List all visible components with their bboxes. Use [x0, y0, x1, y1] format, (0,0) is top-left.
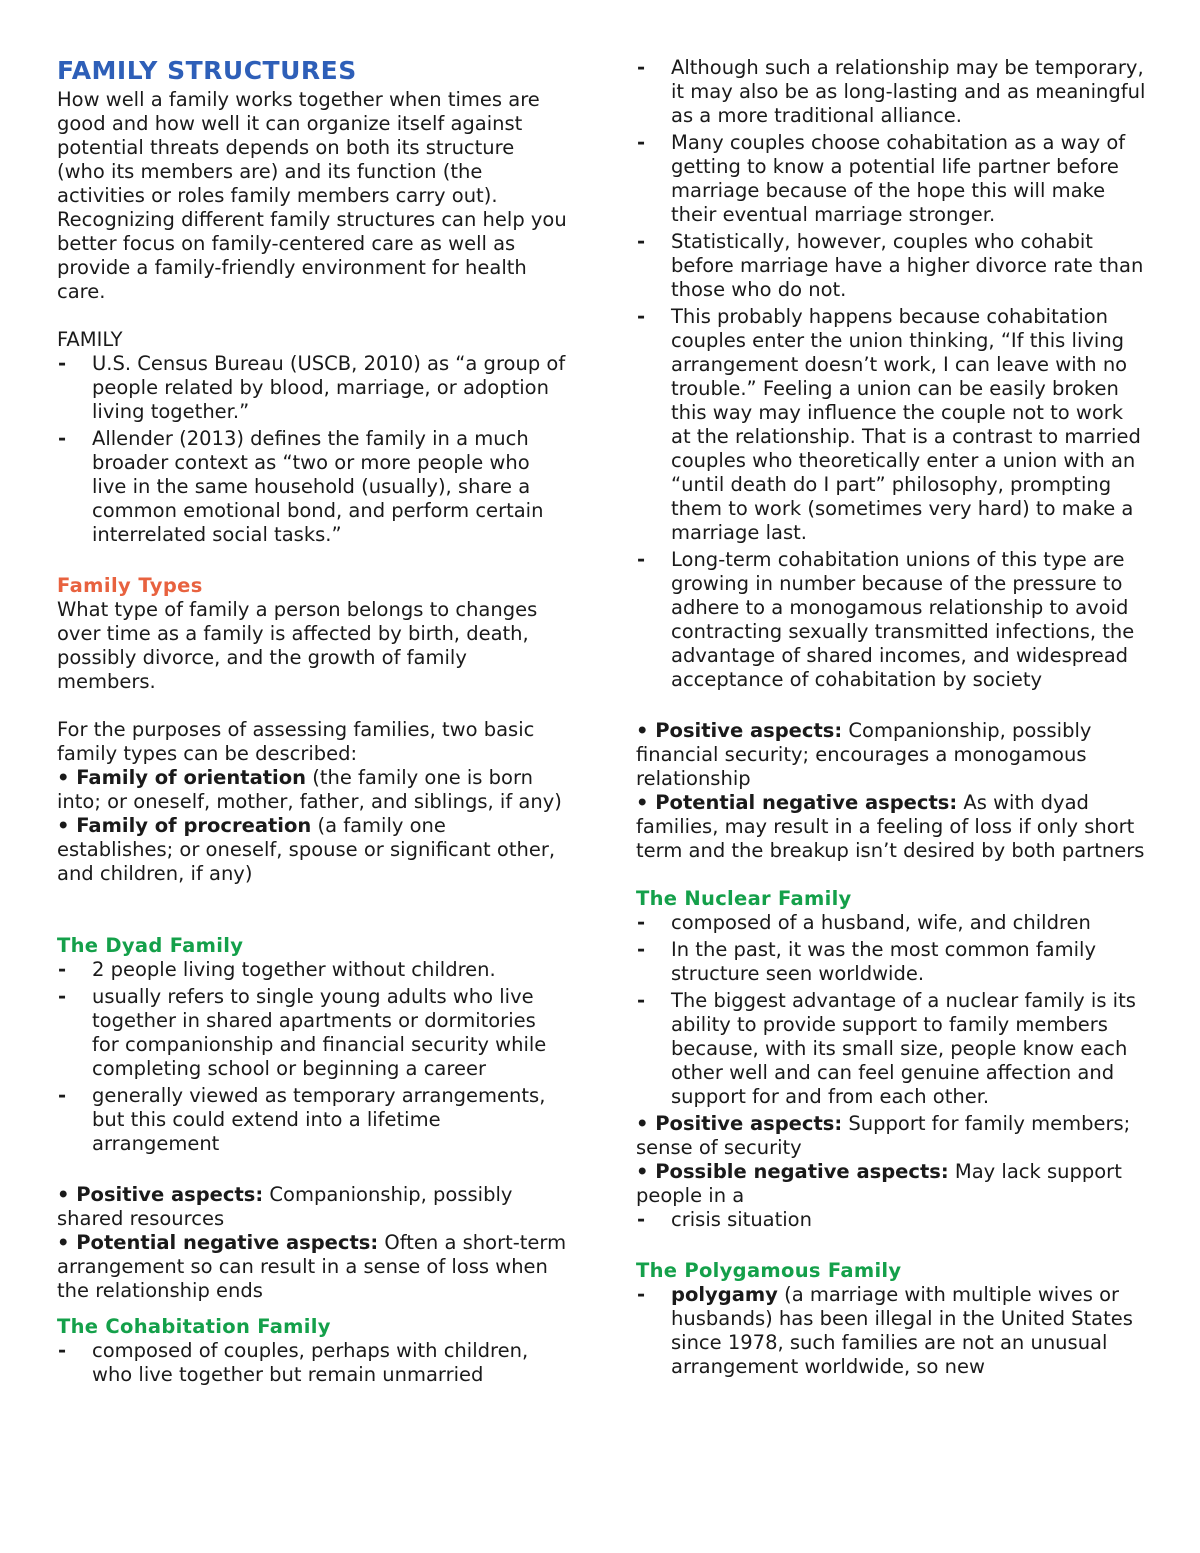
list-item: - usually refers to single young adults who live together in shared apartments or dormitories for companionship and financial security while completing school or beginning a career	[57, 985, 567, 1081]
list-item: - composed of a husband, wife, and children	[636, 911, 1148, 935]
left-column	[57, 56, 567, 1390]
list-item: - generally viewed as temporary arrangements, but this could extend into a lifetime arrangement	[57, 1084, 567, 1156]
cohab-positive-label: • Positive aspects:	[636, 719, 843, 742]
cohab-negative-label: • Potential negative aspects:	[636, 791, 958, 814]
dyad-family-list	[57, 958, 567, 1156]
nuclear-crisis-list	[636, 1208, 1148, 1232]
cohabitation-family-list	[57, 1339, 567, 1387]
orientation-term: • Family of orientation	[57, 766, 307, 789]
family-definitions-list	[57, 352, 567, 547]
dyad-negative-label: • Potential negative aspects:	[57, 1231, 379, 1254]
list-item: - Although such a relationship may be temporary, it may also be as long-lasting and as meaningful as a more traditional alliance.	[636, 56, 1148, 128]
dyad-family-heading: The Dyad Family	[57, 934, 244, 957]
cohabitation-continued-list	[636, 56, 1148, 692]
nuclear-positive-aspects	[636, 1112, 1148, 1160]
polygamous-family-heading: The Polygamous Family	[636, 1259, 902, 1282]
nuclear-negative-label: • Possible negative aspects:	[636, 1160, 949, 1183]
orientation-desc: (the family one is born into; or oneself, mother, father, and siblings, if any)	[57, 766, 562, 813]
family-label: FAMILY	[57, 328, 123, 351]
family-of-orientation	[57, 766, 567, 814]
list-item: - 2 people living together without children.	[57, 958, 567, 982]
dyad-positive-aspects	[57, 1183, 567, 1231]
list-item: - composed of couples, perhaps with children, who live together but remain unmarried	[57, 1339, 567, 1387]
cohabitation-family-heading: The Cohabitation Family	[57, 1315, 331, 1338]
dyad-positive-label: • Positive aspects:	[57, 1183, 264, 1206]
nuclear-family-list	[636, 911, 1148, 1109]
nuclear-negative-text: May lack support people in a	[636, 1160, 1122, 1207]
dyad-negative-text: Often a short-term arrangement so can result in a sense of loss when the relationship ends	[57, 1231, 567, 1302]
list-item: - In the past, it was the most common family structure seen worldwide.	[636, 938, 1148, 986]
procreation-term: • Family of procreation	[57, 814, 312, 837]
family-types-heading: Family Types	[57, 574, 203, 597]
cohab-negative-text: As with dyad families, may result in a feeling of loss if only short term and the breakup isn’t desired by both partners	[636, 791, 1145, 862]
page-title: FAMILY STRUCTURES	[57, 56, 357, 85]
nuclear-positive-text: Support for family members; sense of security	[636, 1112, 1131, 1159]
list-item: - U.S. Census Bureau (USCB, 2010) as “a group of people related by blood, marriage, or adoption living together.”	[57, 352, 567, 424]
cohab-positive-aspects	[636, 719, 1148, 791]
nuclear-negative-aspects	[636, 1160, 1148, 1208]
cohab-negative-aspects	[636, 791, 1148, 863]
list-item: - Allender (2013) defines the family in a much broader context as “two or more people who live in the same household (usually), share a common emotional bond, and perform certain interrelated social tasks.”	[57, 427, 567, 547]
family-types-purpose: For the purposes of assessing families, two basic family types can be described:	[57, 718, 535, 765]
intro-paragraph-1: How well a family works together when times are good and how well it can organize itself against potential threats depends on both its structure (who its members are) and its function (the activities or roles family members carry out).	[57, 88, 540, 207]
list-item: - The biggest advantage of a nuclear family is its ability to provide support to family members because, with its small size, people know each other well and can feel genuine affection and support for and from each other.	[636, 989, 1148, 1109]
list-item: - Statistically, however, couples who cohabit before marriage have a higher divorce rate than those who do not.	[636, 230, 1148, 302]
intro-paragraph-2: Recognizing different family structures can help you better focus on family-centered care as well as provide a family-friendly environment for health care.	[57, 208, 567, 303]
polygamy-desc: (a marriage with multiple wives or husbands) has been illegal in the United States since 1978, such families are not an unusual arrangement worldwide, so new	[671, 1283, 1133, 1378]
cohab-positive-text: Companionship, possibly financial security; encourages a monogamous relationship	[636, 719, 1092, 790]
family-of-procreation	[57, 814, 567, 886]
dyad-positive-text: Companionship, possibly shared resources	[57, 1183, 513, 1230]
procreation-desc: (a family one establishes; or oneself, spouse or significant other, and children, if any)	[57, 814, 556, 885]
dyad-negative-aspects	[57, 1231, 567, 1303]
list-item: - crisis situation	[636, 1208, 1148, 1232]
polygamy-term: polygamy	[671, 1283, 778, 1306]
list-item: - Many couples choose cohabitation as a way of getting to know a potential life partner before marriage because of the hope this will make their eventual marriage stronger.	[636, 131, 1148, 227]
list-item: - Long-term cohabitation unions of this type are growing in number because of the pressure to adhere to a monogamous relationship to avoid contracting sexually transmitted infections, the advantage of shared incomes, and widespread acceptance of cohabitation by society	[636, 548, 1148, 692]
nuclear-positive-label: • Positive aspects:	[636, 1112, 843, 1135]
list-item	[636, 1283, 1148, 1379]
list-item: - This probably happens because cohabitation couples enter the union thinking, “If this living arrangement doesn’t work, I can leave with no trouble.” Feeling a union can be easily broken this way may influence the couple not to work at the relationship. That is a contrast to married couples who theoretically enter a union with an “until death do I part” philosophy, prompting them to work (sometimes very hard) to make a marriage last.	[636, 305, 1148, 545]
polygamous-family-list	[636, 1283, 1148, 1379]
right-column	[636, 56, 1148, 1382]
family-types-intro: What type of family a person belongs to changes over time as a family is affected by birth, death, possibly divorce, and the growth of family members.	[57, 598, 538, 693]
nuclear-family-heading: The Nuclear Family	[636, 887, 852, 910]
